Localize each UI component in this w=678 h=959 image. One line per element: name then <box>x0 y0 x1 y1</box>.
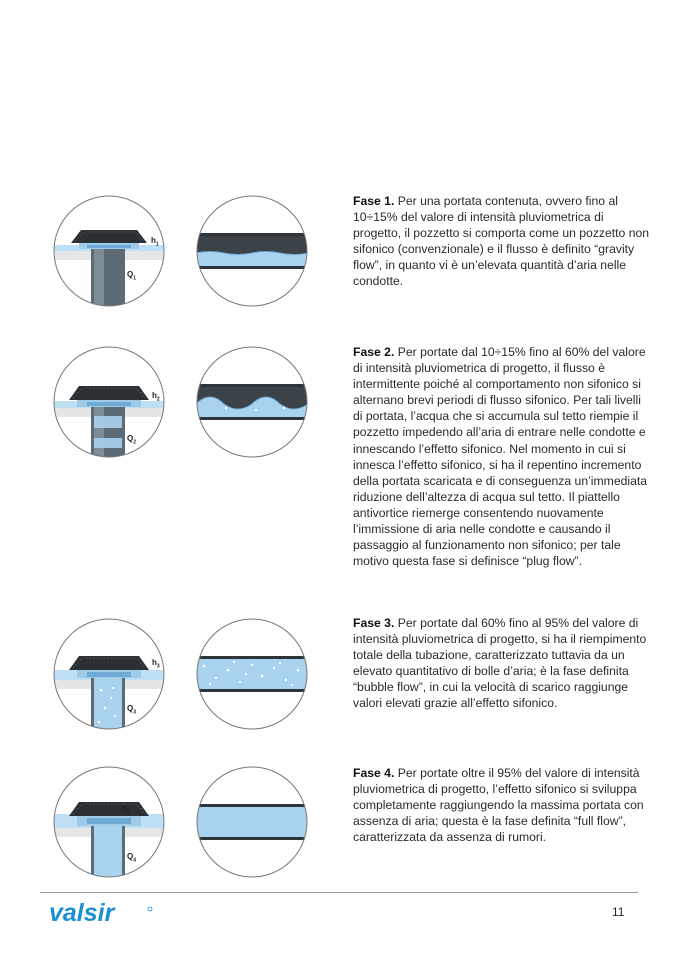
phase-4-body: Per portate oltre il 95% del valore di intensità pluviometrica di progetto, l’effetto sifonico si sviluppa completamente raggiungendo la massima portata con assenza di aria; questa è la fase definita “full flow”, caratterizzata da assenza di rumori. <box>353 766 644 845</box>
phase-4-title: Fase 4. <box>353 766 395 780</box>
q-label: $Q_2$ <box>127 434 137 446</box>
phase-3-title: Fase 3. <box>353 616 395 630</box>
phase-1-body: Per una portata contenuta, ovvero fino al 10÷15% del valore di intensità pluviometrica di progetto, il pozzetto si comporta come un pozzetto non sifonico (convenzionale) e il flusso è definito “gravity flow”, in quanto vi è un’elevata quantità d’aria nelle condotte. <box>353 194 650 289</box>
drain-diagram-phase-4 <box>53 766 165 878</box>
h-label: $h_1$ <box>151 236 159 248</box>
footer-divider <box>40 892 638 893</box>
pipe-section-phase-1 <box>196 195 308 307</box>
phase-2-title: Fase 2. <box>353 345 395 359</box>
q-label: $Q_1$ <box>127 270 137 282</box>
h-label: $h_2$ <box>152 391 160 403</box>
phase-4-text <box>353 765 653 845</box>
phase-1-text <box>353 193 653 290</box>
h-label: $h_3$ <box>152 658 160 670</box>
page-number: 11 <box>612 905 625 919</box>
h-label: $h_4$ <box>122 804 130 816</box>
phase-2-body: Per portate dal 10÷15% fino al 60% del valore di intensità pluviometrica di progetto, il flusso è intermittente poiché al comportamento non sifonico si alternano brevi periodi di flusso sifonico. Per tali livelli di portata, l’acqua che si accumula sul tetto riempie il pozzetto impedendo all’aria di entrare nelle condotte e innescando l’effetto sifonico. Nel momento in cui si innesca l’effetto sifonico, si ha il repentino incremento della portata scaricata e di conseguenza un’immediata riduzione dell’altezza di acqua sul tetto. Il piattello antivortice riemerge consentendo nuovamente l’immissione di aria nelle condotte e causando il passaggio al funzionamento non sifonico; per tale motivo questa fase si definisce “plug flow”. <box>353 345 648 569</box>
pipe-section-phase-2 <box>196 346 308 458</box>
q-label: $Q_4$ <box>127 852 137 864</box>
phase-2-text <box>353 344 653 569</box>
drain-diagram-phase-3 <box>53 618 165 730</box>
valsir-logo <box>47 898 157 928</box>
pipe-section-phase-4 <box>196 766 308 878</box>
q-label: $Q_3$ <box>127 704 137 716</box>
svg-text:valsir: valsir <box>49 899 115 927</box>
phase-3-text <box>353 615 653 712</box>
phase-1-title: Fase 1. <box>353 194 395 208</box>
phase-3-body: Per portate dal 60% fino al 95% del valore di intensità pluviometrica di progetto, si ha il riempimento totale della tubazione, caratterizzato tuttavia da un elevato quantitativo di bolle d’aria; è la fase definita “bubble flow”, in cui la velocità di scarico raggiunge valori elevati grazie all’effetto sifonico. <box>353 616 647 711</box>
pipe-section-phase-3 <box>196 618 308 730</box>
drain-diagram-phase-1 <box>53 195 165 307</box>
drain-diagram-phase-2 <box>53 346 165 458</box>
